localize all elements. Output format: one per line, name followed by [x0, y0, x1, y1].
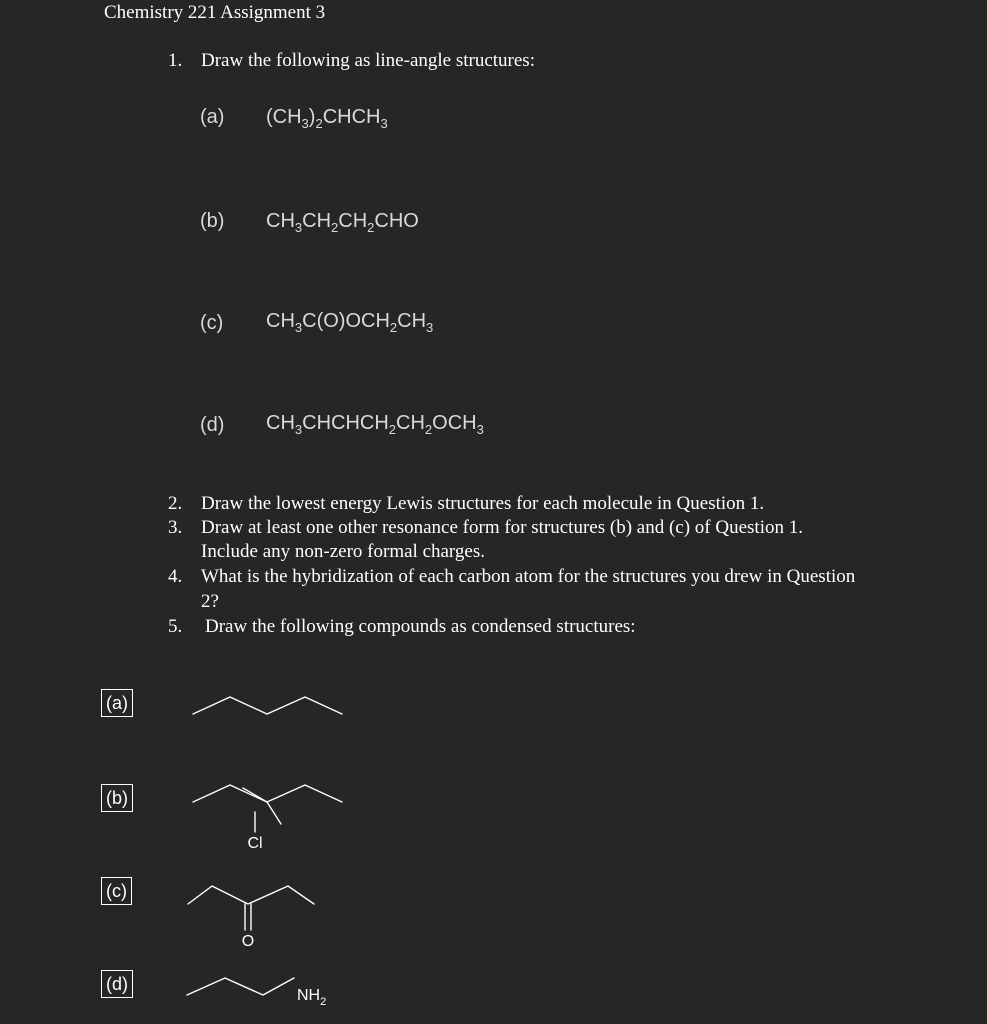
structure-b-chlorine-atom: Cl: [247, 835, 263, 852]
question-1-number: 1.: [168, 50, 183, 71]
q5-label-a: (a): [101, 689, 133, 717]
formula-text: CH: [266, 412, 295, 434]
formula-text: (CH: [266, 106, 302, 128]
formula-subscript: 3: [476, 422, 484, 437]
question-5-number: 5.: [168, 616, 183, 637]
amine-subscript: 2: [320, 996, 327, 1008]
formula-subscript: 2: [424, 422, 433, 437]
question-4-line-1: What is the hybridization of each carbon atom for the structures you drew in Question: [201, 566, 856, 587]
formula-text: CH: [302, 210, 332, 232]
formula-subscript: 3: [380, 116, 388, 131]
formula-subscript: 2: [331, 220, 339, 235]
formula-subscript: 3: [301, 116, 309, 131]
question-2-number: 2.: [168, 493, 183, 514]
formula-text: CHO: [374, 210, 419, 232]
structure-d-chain: [187, 978, 294, 995]
structure-d-amine-label: [297, 987, 326, 1008]
question-5-text: Draw the following compounds as condensed structures:: [205, 616, 636, 637]
structure-c-chain: [188, 886, 314, 904]
formula-text: ): [308, 106, 316, 128]
formula-subscript: 3: [294, 320, 303, 335]
formula-text: C(O)OCH: [302, 310, 390, 332]
formula-text: CHCH: [322, 106, 381, 128]
question-2-text: Draw the lowest energy Lewis structures for each molecule in Question 1.: [201, 493, 765, 514]
formula-text: OCH: [432, 412, 477, 434]
structure-b-chain: [193, 785, 342, 802]
amine-main: NH: [297, 987, 321, 1004]
formula-subscript: 3: [294, 220, 303, 235]
formula-text: CH: [266, 210, 295, 232]
structure-b-second-bond: [267, 802, 281, 824]
formula-subscript: 2: [367, 220, 375, 235]
question-1-text: Draw the following as line-angle structures:: [201, 50, 535, 71]
formula-text: CH: [397, 310, 427, 332]
formula-text: CH: [396, 412, 425, 434]
structure-a-chain: [193, 697, 342, 714]
formula-subscript: 3: [294, 422, 303, 437]
formula-subscript: 2: [315, 116, 323, 131]
question-3-line-1: Draw at least one other resonance form for structures (b) and (c) of Question 1.: [201, 517, 803, 538]
formula-subscript: 2: [388, 422, 397, 437]
q5-label-d: (d): [101, 970, 133, 998]
formula-text: CH: [266, 310, 295, 332]
formula-text: CHCHCH: [302, 412, 389, 434]
question-4-number: 4.: [168, 566, 183, 587]
q1-item-a-label: (a): [200, 106, 225, 128]
formula-subscript: 3: [426, 320, 434, 335]
question-4-line-2: 2?: [201, 591, 219, 612]
structure-b-methyl-bond: [243, 788, 267, 802]
structure-c-oxygen-atom: O: [241, 933, 255, 950]
question-3-number: 3.: [168, 517, 183, 538]
q1-item-c-label: (c): [200, 312, 224, 334]
question-3-line-2: Include any non-zero formal charges.: [201, 541, 485, 562]
formula-text: CH: [338, 210, 368, 232]
q1-item-d-label: (d): [200, 414, 225, 436]
q1-item-b-label: (b): [200, 210, 225, 232]
page-title: Chemistry 221 Assignment 3: [104, 2, 326, 23]
q5-label-b: (b): [101, 784, 133, 812]
q5-label-c: (c): [101, 877, 132, 905]
formula-subscript: 2: [389, 320, 398, 335]
